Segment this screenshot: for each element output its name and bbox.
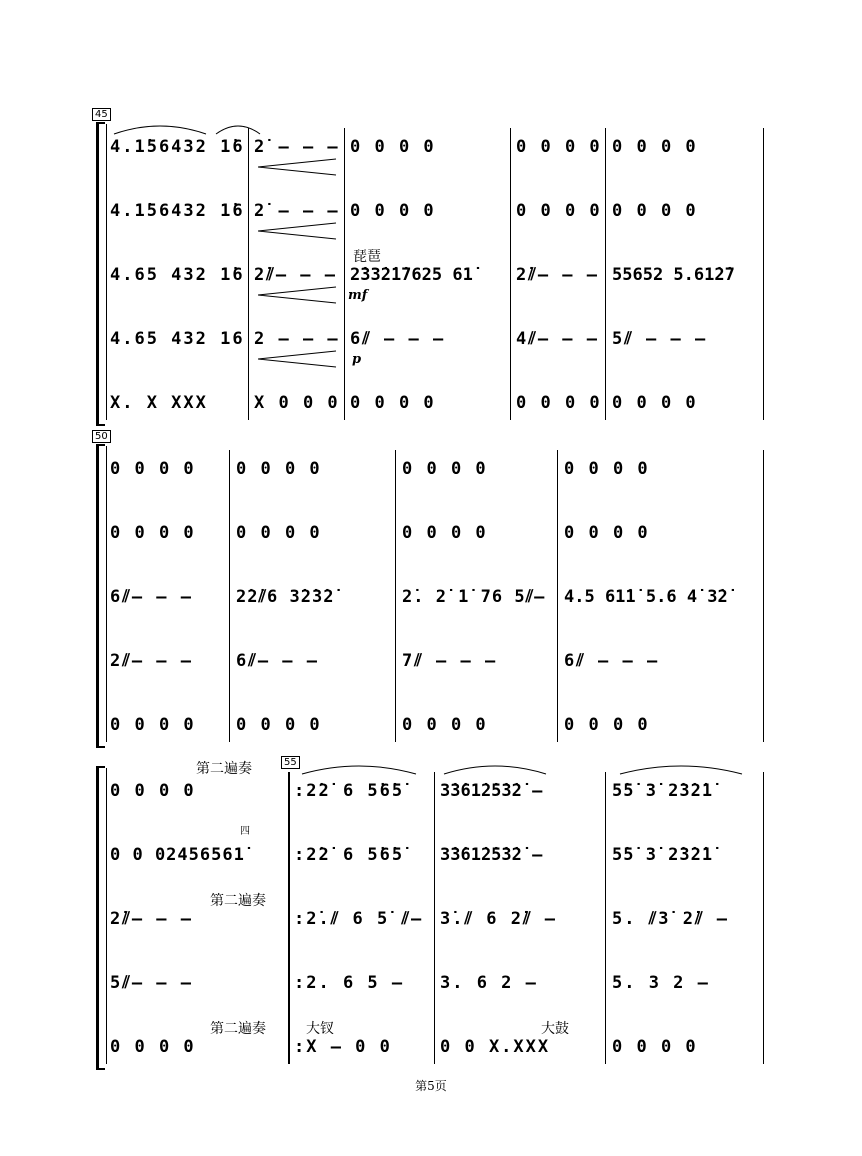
measure-55: :2̇2̇ 6 5̇6̇5̇ [294,845,405,865]
part-row-2 [0,518,862,548]
measure-54: 0 0 0 0 [110,781,196,801]
measure-52: 2̇. 2̇ 1̇ 76 5⫽– [402,587,546,607]
measure-53: 0 0 0 0 [564,459,650,479]
measure-51: 0 0 0 0 [236,459,322,479]
measure-52: 7⫽ – – – [402,651,498,671]
measure-46: 2̇ – – – [254,137,340,157]
dynamic-mf: mf [348,288,368,303]
measure-number: 55 [281,756,300,769]
measure-52: 0 0 0 0 [402,523,488,543]
measure-number: 50 [92,430,111,443]
measure-56: 0 0 X.XXX [440,1037,551,1057]
measure-46: 2̇ – – – [254,201,340,221]
measure-49: 5⫽ – – – [612,329,708,349]
part-row-5 [0,388,862,418]
measure-47: 0 0 0 0 [350,201,436,221]
second-time-label: 第二遍奏 [196,761,252,777]
measure-45: 4.65 432 16 [110,329,245,349]
part-row-3 [0,904,862,934]
part-row-4 [0,324,862,354]
system-3 [0,752,862,1072]
system-2 [0,430,862,750]
measure-50: 2⫽– – – [110,651,193,671]
measure-54: 0 0 02456561̇ [110,845,245,865]
measure-57: 5̇5̇ 3̇ 2̇3̇2̇1̇ [612,781,714,801]
measure-49: 0 0 0 0 [612,201,698,221]
page-number: 第5页 [415,1079,447,1093]
part-row-4 [0,646,862,676]
measure-55: :X – 0 0 [294,1037,392,1057]
instrument-label-cymbal: 大钗 [306,1021,334,1037]
part-row-5 [0,1032,862,1062]
system-1 [0,108,862,428]
measure-47: 6⫽ – – – [350,329,446,349]
measure-50: 0 0 0 0 [110,715,196,735]
part-row-3 [0,582,862,612]
measure-49: 0 0 0 0 [612,137,698,157]
measure-number: 45 [92,108,111,121]
measure-48: 0 0 0 0 [516,393,602,413]
measure-49: 55652 5.61̇2̇7 [612,265,735,285]
instrument-label-drum: 大鼓 [541,1021,569,1037]
slur [442,762,548,776]
measure-51: 0 0 0 0 [236,523,322,543]
measure-51: 6⫽– – – [236,651,319,671]
measure-53: 4.5 61̇1̇ 5.6 4̇ 3̇2̇ [564,587,728,607]
instrument-label-pipa: 琵琶 [353,249,381,265]
measure-48: 4⫽– – – [516,329,599,349]
measure-52: 0 0 0 0 [402,459,488,479]
second-time-label: 第二遍奏 [210,893,266,909]
measure-51: 2̇2̇⫽6 3̇2̇3̇2̇ [236,587,335,607]
measure-47: 0 0 0 0 [350,137,436,157]
measure-46: 2 – – – [254,329,340,349]
part-row-1 [0,776,862,806]
measure-49: 0 0 0 0 [612,393,698,413]
second-time-label: 第二遍奏 [210,1021,266,1037]
measure-45: X. X XXX [110,393,208,413]
measure-47: 2̇33̇2̇1̇7625 61̇ [350,265,473,285]
measure-54: 2̇⫽– – – [110,909,193,929]
measure-56: 3̇3̇61̇2̇5̇3̇2̇ – [440,845,543,865]
measure-47: 0 0 0 0 [350,393,436,413]
part-row-5 [0,710,862,740]
measure-55: :2̇.⫽ 6 5̇ ⫽– [294,909,424,929]
measure-55: :2. 6 5 – [294,973,405,993]
measure-48: 2̇⫽– – – [516,265,599,285]
slur [300,762,418,776]
measure-53: 0 0 0 0 [564,523,650,543]
measure-46: 2̇⫽– – – [254,265,337,285]
part-row-2 [0,840,862,870]
measure-57: 5. 3 2 – [612,973,710,993]
measure-54: 5⫽– – – [110,973,193,993]
measure-45: 4.65 432 1̇6 [110,265,245,285]
measure-56: 3̇.⫽ 6 2̇⫽ – [440,909,558,929]
measure-57: 5. ⫽3̇ 2̇⫽ – [612,909,730,929]
measure-57: 5̇5̇ 3̇ 2̇3̇2̇1̇ [612,845,714,865]
measure-50: 6⫽– – – [110,587,193,607]
part-row-1 [0,132,862,162]
measure-51: 0 0 0 0 [236,715,322,735]
part-row-2 [0,196,862,226]
measure-50: 0 0 0 0 [110,523,196,543]
measure-53: 0 0 0 0 [564,715,650,735]
measure-45: 4.1̇56432 1̇6 [110,137,245,157]
slur [618,762,744,776]
part-row-4 [0,968,862,998]
measure-45: 4.1̇56432 1̇6 [110,201,245,221]
part-row-1 [0,454,862,484]
measure-48: 0 0 0 0 [516,201,602,221]
measure-55: :2̇2̇ 6 5̇6̇5̇ [294,781,405,801]
part-row-3 [0,260,862,290]
measure-53: 6⫽ – – – [564,651,660,671]
dynamic-p: p [352,352,362,367]
measure-54: 0 0 0 0 [110,1037,196,1057]
measure-57: 0 0 0 0 [612,1037,698,1057]
measure-48: 0 0 0 0 [516,137,602,157]
measure-46: X 0 0 0 [254,393,340,413]
measure-56: 3̇3̇61̇2̇5̇3̇2̇ – [440,781,543,801]
finger-mark: 四 [240,826,250,837]
measure-50: 0 0 0 0 [110,459,196,479]
measure-56: 3. 6 2 – [440,973,538,993]
measure-52: 0 0 0 0 [402,715,488,735]
